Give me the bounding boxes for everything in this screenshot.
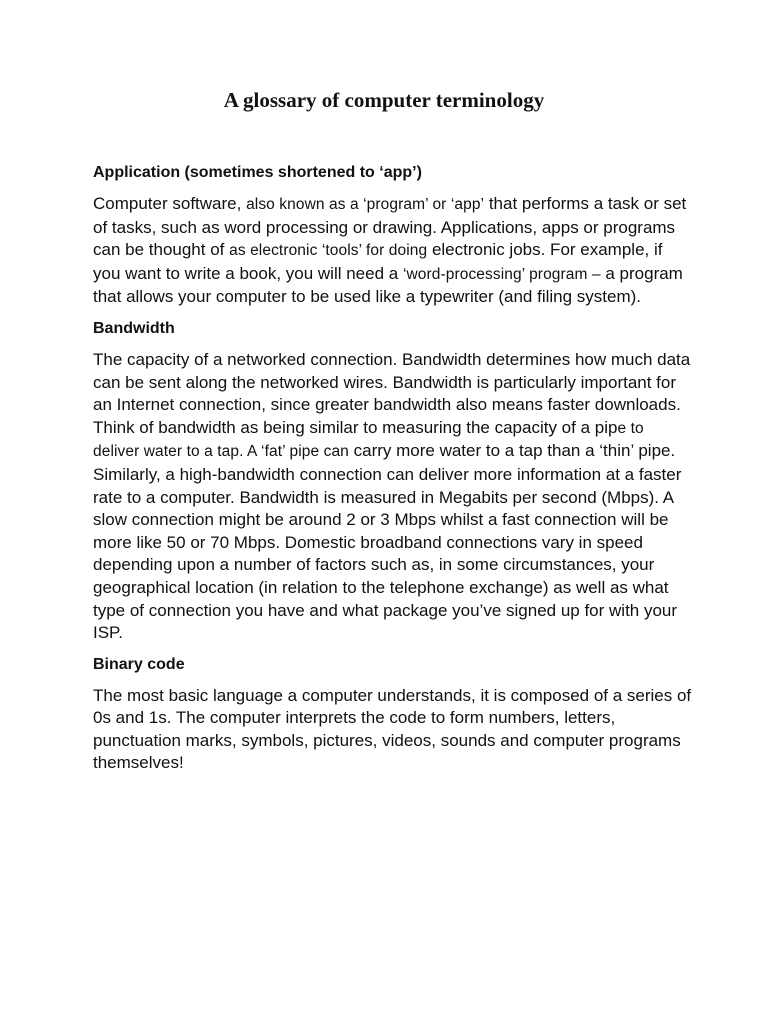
definition-text-emphasis: also known as a ‘program’ or ‘app’ — [246, 196, 485, 213]
definition-text: a program that allows your computer to be used like a typewriter (and filing system). — [93, 263, 683, 307]
glossary-entry — [93, 162, 693, 309]
definition-text: The most basic language a computer understands, it is composed of a series of 0s and 1s. The computer interprets the code to form numbers, letters, punctuation marks, symbols, pictures, videos, sounds and computer programs themselves! — [93, 685, 692, 773]
definition-text: electronic jobs. For example, if you want to write a book, you will need a — [93, 240, 663, 283]
definition-text: that performs a task or set of tasks, such as word processing or drawing. Applications, apps or programs can be thought of — [93, 194, 687, 260]
glossary-term: Application (sometimes shortened to ‘app’) — [93, 164, 422, 181]
glossary-term: Bandwidth — [93, 319, 175, 337]
glossary-entry — [93, 654, 693, 775]
glossary-list — [93, 162, 693, 784]
definition-text: Computer software, — [93, 194, 247, 213]
glossary-definition — [93, 685, 693, 775]
definition-text-emphasis: as electronic ‘tools’ for doing — [229, 242, 428, 260]
glossary-definition — [93, 193, 693, 309]
definition-text-emphasis: e to deliver water to a tap. A ‘fat’ pipe can — [93, 419, 644, 461]
definition-text: carry more water to a tap than a ‘thin’ pipe. Similarly, a high-bandwidth connection can deliver more information at a faster rate to a computer. Bandwidth is measured in Megabits per second (Mbps). A slow connection might be around 2 or 3 Mbps whilst a fast connection will be more like 50 or 70 Mbps. Domestic broadband connections vary in speed depending upon a number of factors such as, in some circumstances, your geographical location (in relation to the telephone exchange) as well as what type of connection you have and what package you’ve signed up for with your ISP. — [93, 441, 682, 643]
glossary-definition — [93, 349, 693, 645]
page-title: A glossary of computer terminology — [223, 88, 545, 112]
glossary-entry — [93, 318, 693, 645]
definition-text-emphasis: ‘word-processing’ program – — [402, 265, 601, 283]
glossary-term: Binary code — [93, 655, 185, 673]
definition-text: The capacity of a networked connection. Bandwidth determines how much data can be sent along the networked wires. Bandwidth is particularly important for an Internet connection, since greater bandwidth also means faster downloads. Think of bandwidth as being similar to measuring the capacity of a pip — [93, 349, 691, 437]
